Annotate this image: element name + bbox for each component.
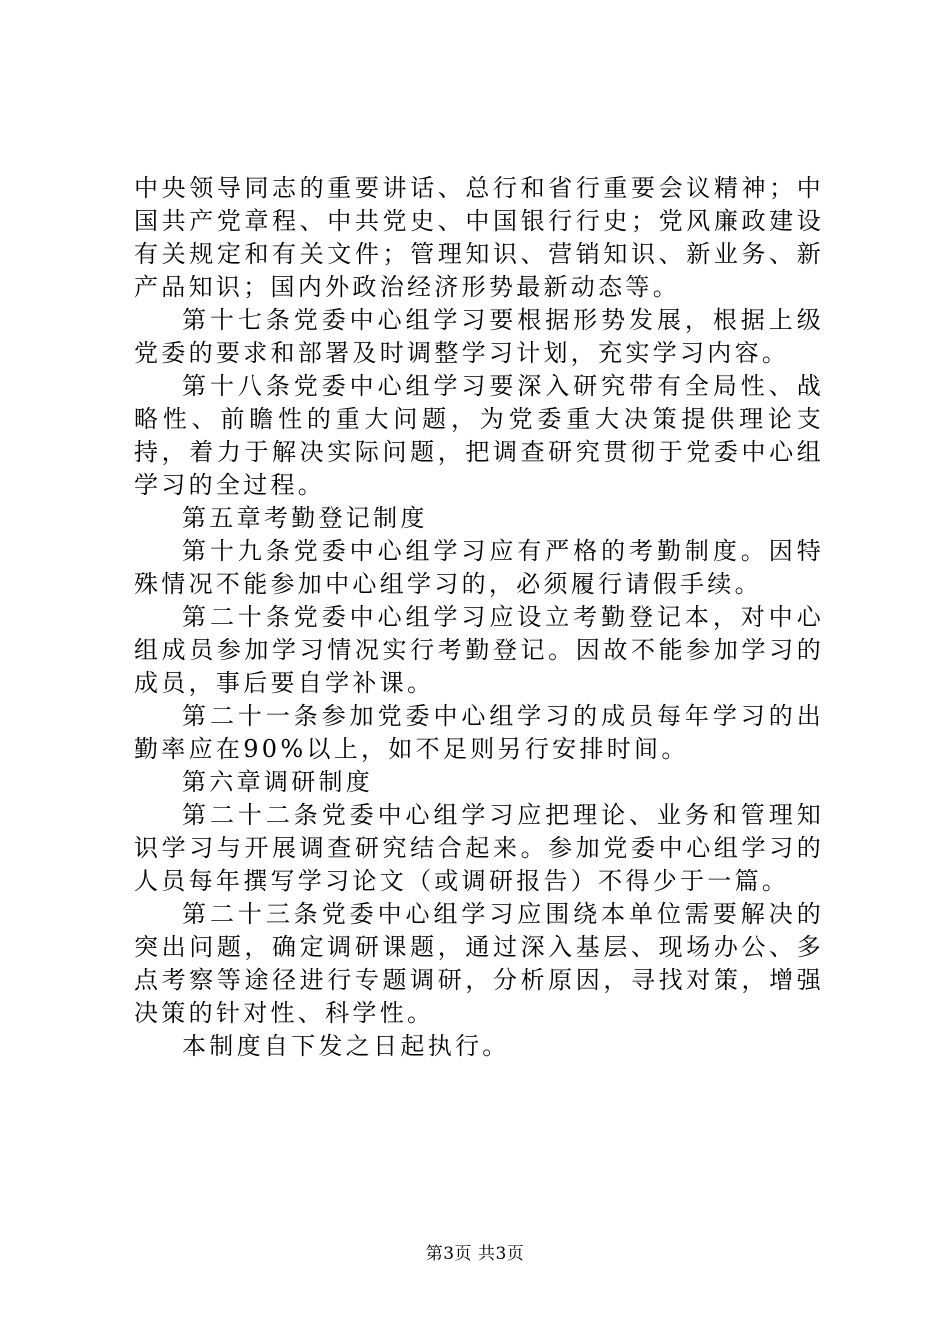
paragraph-article-17: 第十七条党委中心组学习要根据形势发展，根据上级党委的要求和部署及时调整学习计划，充实学习内容。 — [134, 306, 824, 367]
chapter-heading-5: 第五章考勤登记制度 — [182, 504, 428, 532]
paragraph-article-23: 第二十三条党委中心组学习应围绕本单位需要解决的突出问题，确定调研课题，通过深入基层、现场办公、多点考察等途径进行专题调研，分析原因，寻找对策，增强决策的针对性、科学性。 — [134, 900, 824, 1027]
page-number-footer: 第3页 共3页 — [425, 1244, 525, 1264]
paragraph-article-19: 第十九条党委中心组学习应有严格的考勤制度。因特殊情况不能参加中心组学习的，必须履行请假手续。 — [134, 537, 824, 598]
paragraph-article-20: 第二十条党委中心组学习应设立考勤登记本，对中心组成员参加学习情况实行考勤登记。因故不能参加学习的成员，事后要自学补课。 — [134, 603, 824, 697]
document-body — [134, 172, 824, 1063]
chapter-heading-6: 第六章调研制度 — [182, 768, 374, 796]
paragraph-effective-date: 本制度自下发之日起执行。 — [182, 1032, 510, 1060]
paragraph-study-content-continued: 中央领导同志的重要讲话、总行和省行重要会议精神；中国共产党章程、中共党史、中国银行行史；党风廉政建设有关规定和有关文件；管理知识、营销知识、新业务、新产品知识；国内外政治经济形势最新动态等。 — [134, 174, 824, 301]
paragraph-article-22: 第二十二条党委中心组学习应把理论、业务和管理知识学习与开展调查研究结合起来。参加党委中心组学习的人员每年撰写学习论文（或调研报告）不得少于一篇。 — [134, 801, 824, 895]
paragraph-article-18: 第十八条党委中心组学习要深入研究带有全局性、战略性、前瞻性的重大问题，为党委重大决策提供理论支持，着力于解决实际问题，把调查研究贯彻于党委中心组学习的全过程。 — [134, 372, 824, 499]
paragraph-article-21: 第二十一条参加党委中心组学习的成员每年学习的出勤率应在90%以上，如不足则另行安排时间。 — [134, 702, 824, 763]
